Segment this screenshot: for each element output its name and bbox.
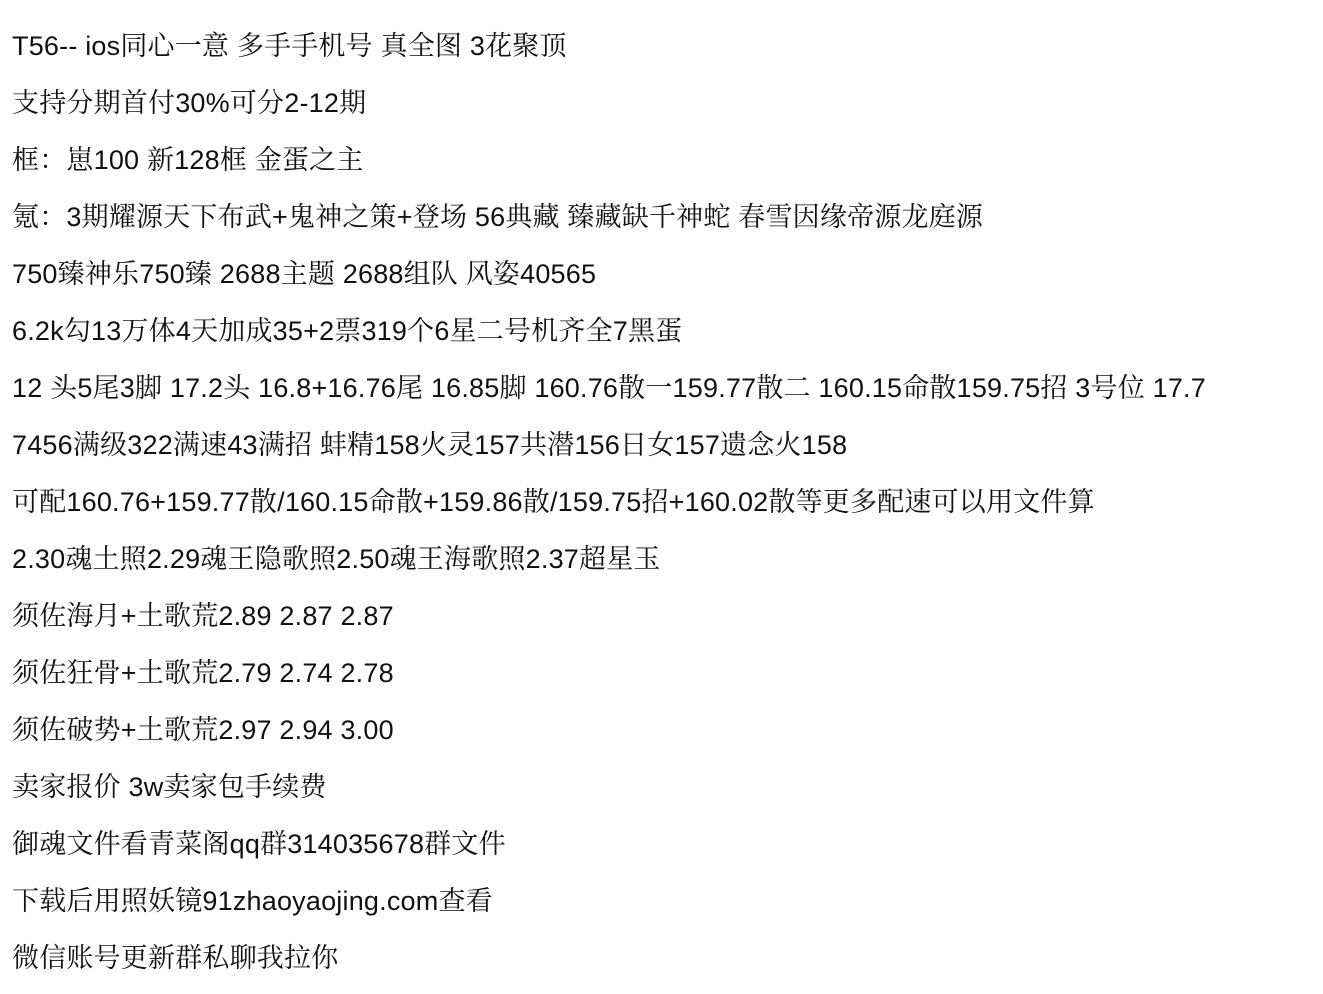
text-line: 御魂文件看青菜阁qq群314035678群文件: [12, 829, 506, 859]
text-line: 须佐海月+土歌荒2.89 2.87 2.87: [12, 601, 394, 631]
text-line: 750臻神乐750臻 2688主题 2688组队 风姿40565: [12, 259, 597, 289]
text-line: 框：崽100 新128框 金蛋之主: [12, 145, 364, 175]
text-line: 6.2k勾13万体4天加成35+2票319个6星二号机齐全7黑蛋: [12, 316, 683, 346]
text-line: 7456满级322满速43满招 蚌精158火灵157共潜156日女157遗念火158: [12, 430, 848, 460]
text-line: 可配160.76+159.77散/160.15命散+159.86散/159.75招+160.02散等更多配速可以用文件算: [12, 487, 1095, 517]
text-line: 2.30魂土照2.29魂王隐歌照2.50魂王海歌照2.37超星玉: [12, 544, 661, 574]
text-line: 下载后用照妖镜91zhaoyaojing.com查看: [12, 886, 493, 916]
text-line: 氪：3期耀源天下布武+鬼神之策+登场 56典藏 臻藏缺千神蛇 春雪因缘帝源龙庭源: [12, 202, 984, 232]
text-line: 微信账号更新群私聊我拉你: [12, 943, 339, 973]
text-line: 卖家报价 3w卖家包手续费: [12, 772, 327, 802]
text-line: 须佐狂骨+土歌荒2.79 2.74 2.78: [12, 658, 394, 688]
text-line: 须佐破势+土歌荒2.97 2.94 3.00: [12, 715, 394, 745]
text-line: T56-- ios同心一意 多手手机号 真全图 3花聚顶: [12, 31, 567, 61]
text-line: 支持分期首付30%可分2-12期: [12, 88, 367, 118]
text-line: 12 头5尾3脚 17.2头 16.8+16.76尾 16.85脚 160.76散一159.77散二 160.15命散159.75招 3号位 17.7: [12, 373, 1206, 403]
